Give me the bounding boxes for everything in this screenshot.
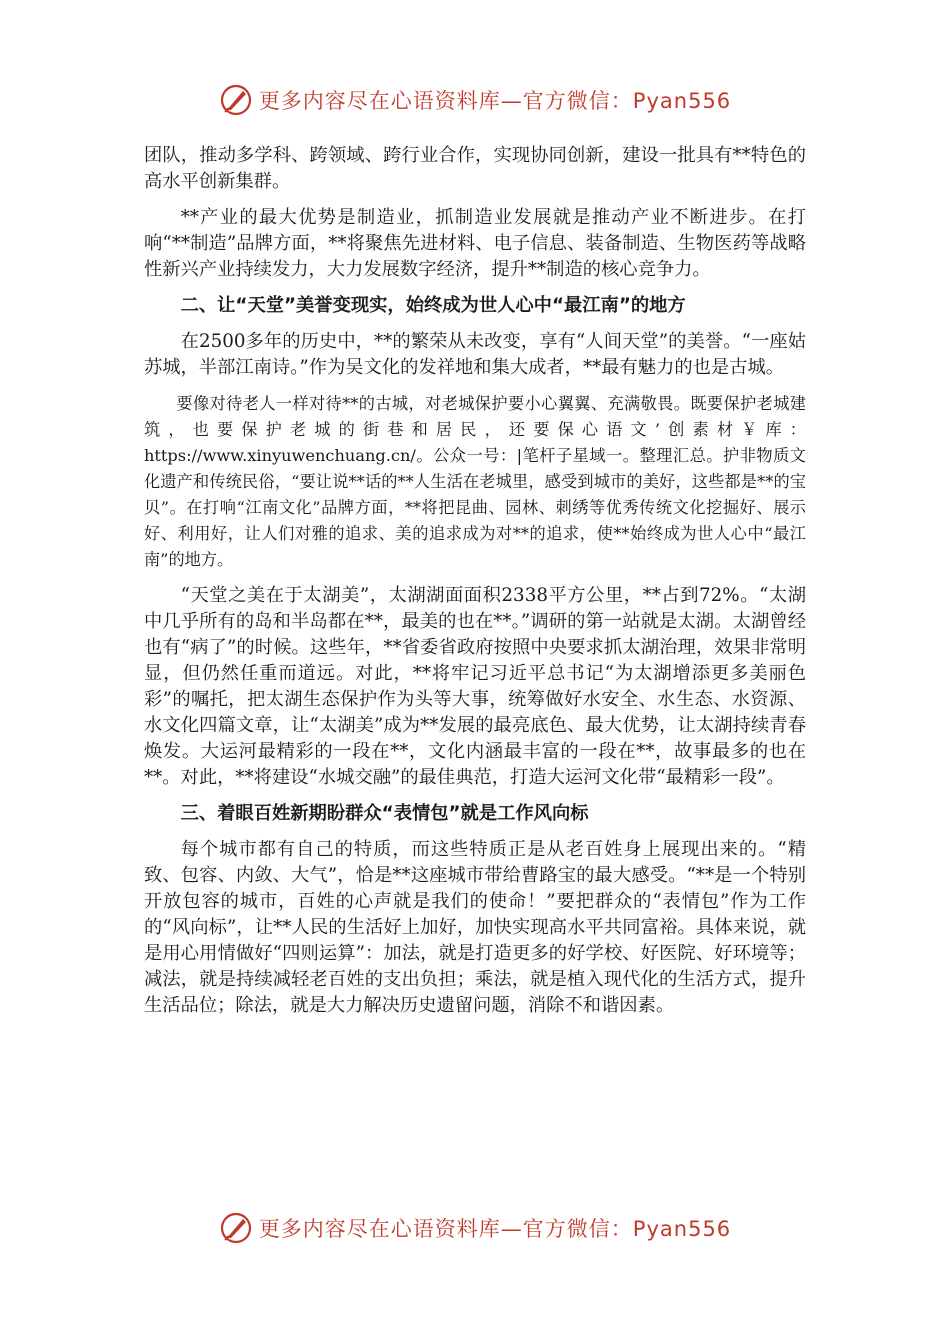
header-banner-text: 更多内容尽在心语资料库—官方微信：Pyan556 xyxy=(258,89,732,113)
quill-logo-icon xyxy=(219,1211,253,1245)
header-banner xyxy=(0,80,950,120)
document-body xyxy=(144,143,806,1019)
paragraph: 每个城市都有自己的特质，而这些特质正是从老百姓身上展现出来的。“精致、包容、内敛、大气”，恰是**这座城市带给曹路宝的最大感受。“**是一个特别开放包容的城市，百姓的心声就是我们的使命！”要把群众的“表情包”作为工作的“风向标”，让**人民的生活好上加好，加快实现高水平共同富裕。具体来说，就是用心用情做好“四则运算”：加法，就是打造更多的好学校、好医院、好环境等；减法，就是持续减轻老百姓的支出负担；乘法，就是植入现代化的生活方式，提升生活品位；除法，就是大力解决历史遗留问题，消除不和谐因素。 xyxy=(144,839,806,1016)
section-heading: 三、着眼百姓新期盼群众“表情包”就是工作风向标 xyxy=(180,803,589,824)
section-heading: 二、让“天堂”美誉变现实，始终成为世人心中“最江南”的地方 xyxy=(180,295,686,316)
paragraph: 团队，推动多学科、跨领域、跨行业合作，实现协同创新，建设一批具有**特色的高水平创新集群。 xyxy=(144,145,806,192)
paragraph: 要像对待老人一样对待**的古城，对老城保护要小心翼翼、充满敬畏。既要保护老城建筑，也要保护老城的街巷和居民，还要保心语文’创素材￥库：https://www.xinyuwenchuang.cn/。公众一号：|笔杆子星域一。整理汇总。护非物质文化遗产和传统民俗，“要让说**话的**人生活在老城里，感受到城市的美好，这些都是**的宝贝”。在打响“江南文化”品牌方面，**将把昆曲、园林、刺绣等优秀传统文化挖掘好、展示好、利用好，让人们对雅的追求、美的追求成为对**的追求，使**始终成为世人心中“最江南”的地方。 xyxy=(144,394,806,569)
quill-logo-icon xyxy=(219,83,253,117)
footer-banner xyxy=(0,1208,950,1248)
footer-banner-text: 更多内容尽在心语资料库—官方微信：Pyan556 xyxy=(258,1217,732,1241)
paragraph: **产业的最大优势是制造业，抓制造业发展就是推动产业不断进步。在打响“**制造”品牌方面，**将聚焦先进材料、电子信息、装备制造、生物医药等战略性新兴产业持续发力，大力发展数字经济，提升**制造的核心竞争力。 xyxy=(144,207,806,280)
paragraph: “天堂之美在于太湖美”，太湖湖面面积2338平方公里，**占到72%。“太湖中几乎所有的岛和半岛都在**，最美的也在**。”调研的第一站就是太湖。太湖曾经也有“病了”的时候。这些年，**省委省政府按照中央要求抓太湖治理，效果非常明显，但仍然任重而道远。对此，**将牢记习近平总书记“为太湖增添更多美丽色彩”的嘱托，把太湖生态保护作为头等大事，统筹做好水安全、水生态、水资源、水文化四篇文章，让“太湖美”成为**发展的最亮底色、最大优势，让太湖持续青春焕发。大运河最精彩的一段在**，文化内涵最丰富的一段在**，故事最多的也在**。对此，**将建设“水城交融”的最佳典范，打造大运河文化带“最精彩一段”。 xyxy=(144,585,806,788)
paragraph: 在2500多年的历史中，**的繁荣从未改变，享有“人间天堂”的美誉。“一座姑苏城，半部江南诗。”作为吴文化的发祥地和集大成者，**最有魅力的也是古城。 xyxy=(144,331,806,378)
